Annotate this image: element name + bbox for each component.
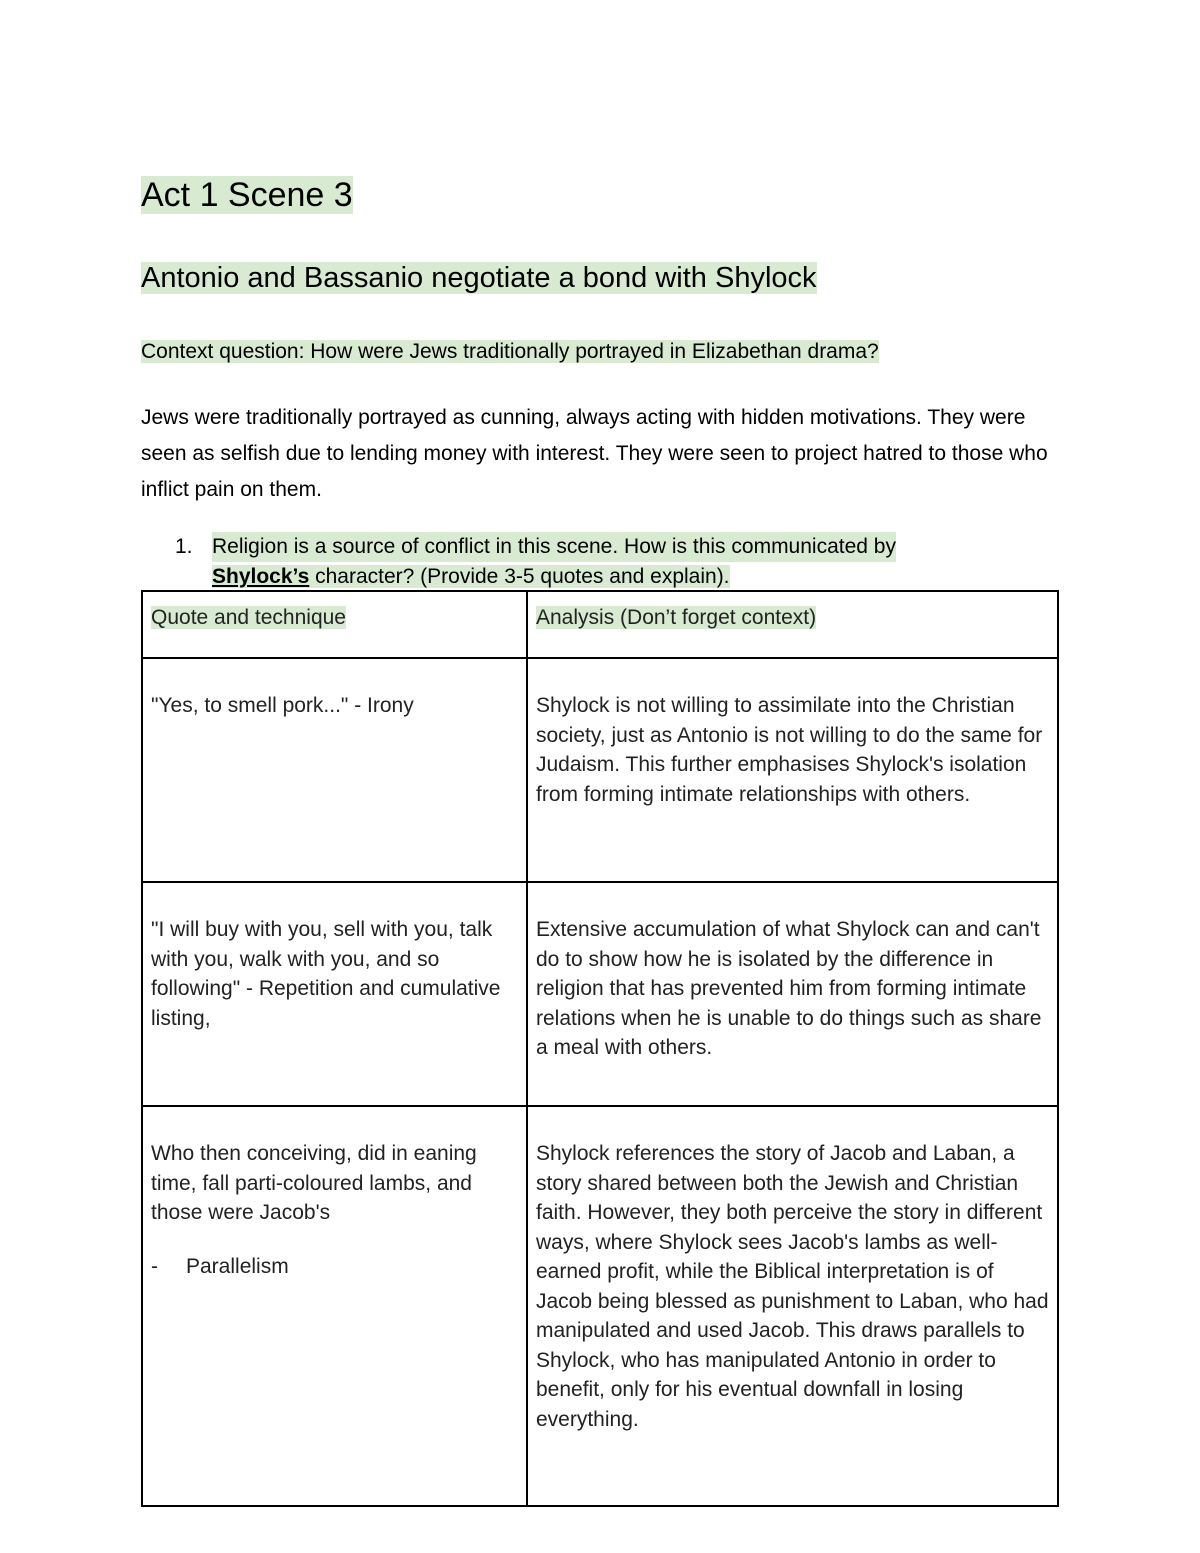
question-line-1: Religion is a source of conflict in this scene. How is this communicated by	[212, 532, 896, 562]
technique-text: Parallelism	[186, 1254, 289, 1278]
question-bold-word: Shylock’s	[212, 565, 310, 588]
analysis-cell: Extensive accumulation of what Shylock can and can't do to show how he is isolated by the difference in religion that has prevented him from forming intimate relations when he is unable to do things such as share a meal with others.	[527, 882, 1058, 1106]
table-row	[142, 658, 1058, 882]
table-header-cell	[527, 591, 1058, 658]
document-subtitle	[141, 256, 817, 300]
analysis-cell: Shylock references the story of Jacob and Laban, a story shared between both the Jewish and Christian faith. However, they both perceive the story in different ways, where Shylock sees Jacob's lambs as well-earned profit, while the Biblical interpretation is of Jacob being blessed as punishment to Laban, who had manipulated and used Jacob. This draws parallels to Shylock, who has manipulated Antonio in order to benefit, only for his eventual downfall in losing everything.	[527, 1106, 1058, 1506]
quote-cell: "I will buy with you, sell with you, talk with you, walk with you, and so following" - Repetition and cumulative listing,	[142, 882, 527, 1106]
quote-analysis-table	[141, 590, 1059, 1507]
header-quote-technique: Quote and technique	[151, 606, 346, 629]
technique-list-item	[151, 1252, 518, 1282]
table-header-cell	[142, 591, 527, 658]
table-row	[142, 882, 1058, 1106]
table-header-row	[142, 591, 1058, 658]
header-analysis: Analysis (Don’t forget context)	[536, 606, 817, 629]
quote-text: Who then conceiving, did in eaning time, fall parti-coloured lambs, and those were Jacob's	[151, 1142, 477, 1224]
context-question	[141, 337, 879, 367]
context-answer: Jews were traditionally portrayed as cunning, always acting with hidden motivations. They were seen as selfish due to lending money with interest. They were seen to project hatred to those who inflict pain on them.	[141, 406, 1048, 501]
document-title	[141, 170, 353, 220]
quote-cell	[142, 1106, 527, 1506]
title-text: Act 1 Scene 3	[141, 176, 353, 214]
dash-bullet: -	[151, 1254, 158, 1278]
context-question-text: Context question: How were Jews traditionally portrayed in Elizabethan drama?	[141, 340, 879, 363]
analysis-cell: Shylock is not willing to assimilate into the Christian society, just as Antonio is not willing to do the same for Judaism. This further emphasises Shylock's isolation from forming intimate relationships with others.	[527, 658, 1058, 882]
question-line-2	[212, 562, 730, 592]
question-number: 1.	[175, 535, 193, 558]
table-row	[142, 1106, 1058, 1506]
question-line-2-rest: character? (Provide 3-5 quotes and explain).	[309, 565, 730, 588]
subtitle-text: Antonio and Bassanio negotiate a bond with Shylock	[141, 262, 817, 294]
quote-cell: "Yes, to smell pork..." - Irony	[142, 658, 527, 882]
